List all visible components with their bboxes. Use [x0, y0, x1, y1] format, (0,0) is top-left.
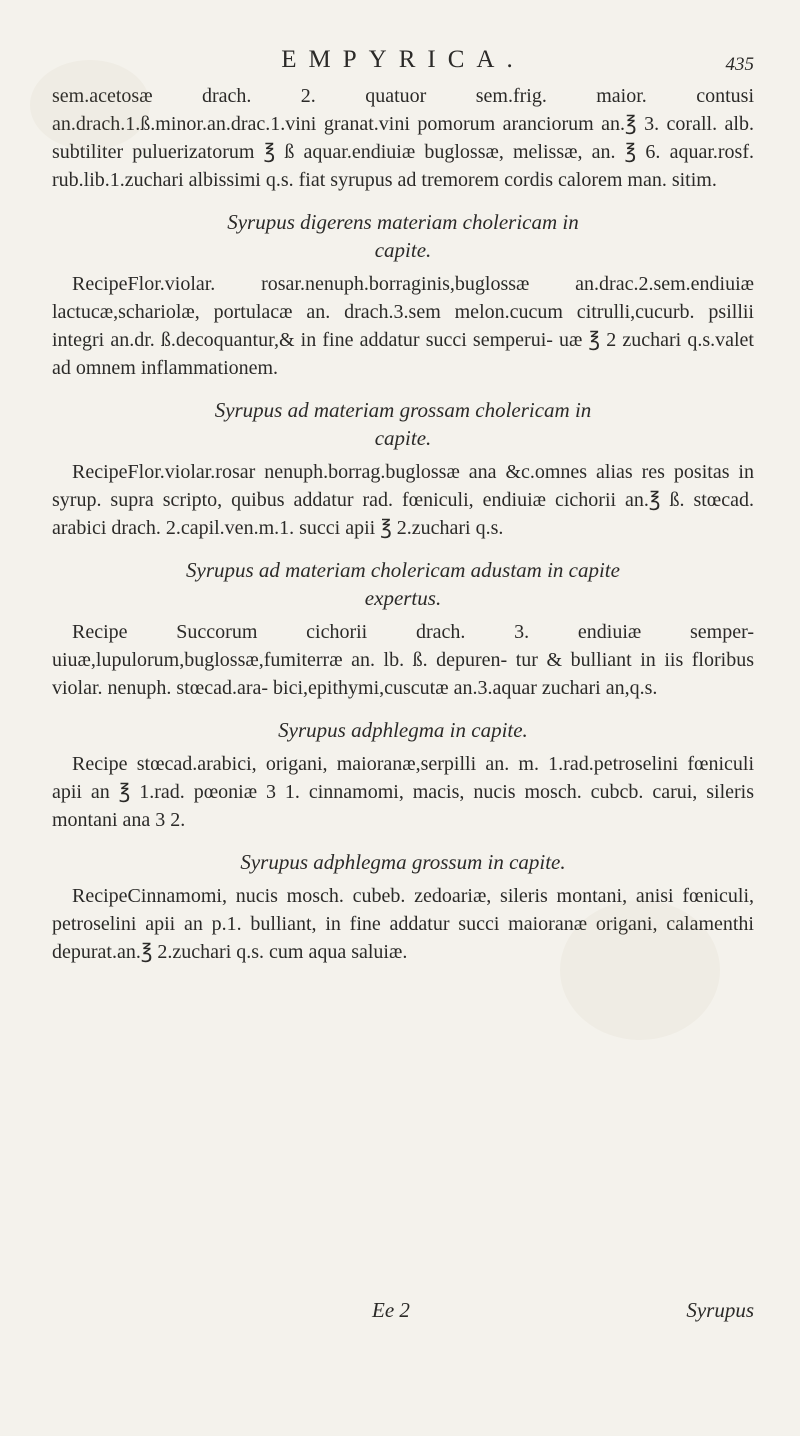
heading-line: Syrupus ad materiam grossam cholericam in: [214, 398, 592, 422]
page-body: [52, 82, 754, 966]
section-heading: [52, 208, 754, 264]
heading-line: Syrupus adphlegma in capite.: [278, 718, 528, 742]
heading-line: capite.: [374, 238, 432, 262]
heading-line: capite.: [374, 426, 432, 450]
section-heading: [52, 848, 754, 876]
running-title: EMPYRICA.: [281, 46, 525, 73]
page-footer: [52, 1298, 754, 1330]
recipe-paragraph: RecipeFlor.violar.rosar nenuph.borrag.buglossæ ana &c.omnes alias res positas in syrup. supra scripto, quibus addatur rad. fœniculi, endiuiæ cichorii an.℥ ß. stœcad. arabici drach. 2.capil.ven.m.1. succi apii ℥ 2.zuchari q.s.: [52, 461, 754, 539]
paper-stain: [560, 900, 720, 1040]
recipe-paragraph: Recipe Succorum cichorii drach. 3. endiuiæ semper- uiuæ,lupulorum,buglossæ,fumiterræ an. lb. ß. depuren- tur & bulliant in iis floribus violar. nenuph. stœcad.ara- bici,epithymi,cuscutæ an.3.aquar zuchari an,q.s.: [52, 621, 754, 699]
heading-line: Syrupus digerens materiam cholericam in: [227, 210, 579, 234]
running-head: [52, 40, 754, 75]
recipe-paragraph: sem.acetosæ drach. 2. quatuor sem.frig. maior. contusi an.drach.1.ß.minor.an.drac.1.vini granat.vini pomorum aranciorum an.℥ 3. corall. alb. subtiliter puluerizatorum ℥ ß aquar.endiuiæ buglossæ, melissæ, an. ℥ 6. aquar.rosf. rub.lib.1.zuchari albissimi q.s. fiat syrupus ad tremorem cordis calorem man. sitim.: [52, 85, 754, 191]
recipe-paragraph: Recipe stœcad.arabici, origani, maioranæ,serpilli an. m. 1.rad.petroselini fœniculi apii an ℥ 1.rad. pœoniæ 3 1. cinnamomi, macis, nucis mosch. cubcb. carui, sileris montani ana 3 2.: [52, 753, 754, 831]
heading-line: Syrupus adphlegma grossum in capite.: [240, 850, 566, 874]
section-heading: [52, 396, 754, 452]
section-heading: [52, 556, 754, 612]
recipe-paragraph: RecipeCinnamomi, nucis mosch. cubeb. zedoariæ, sileris montani, anisi fœniculi, petroselini apii an p.1. bulliant, in fine addatur succi maioranæ origani, calamenthi depurat.an.℥ 2.zuchari q.s. cum aqua saluiæ.: [52, 885, 754, 963]
heading-line: Syrupus ad materiam cholericam adustam in capite: [186, 558, 620, 582]
section-heading: [52, 716, 754, 744]
catchword: Syrupus: [686, 1298, 754, 1322]
recipe-paragraph: RecipeFlor.violar. rosar.nenuph.borraginis,buglossæ an.drac.2.sem.endiuiæ lactucæ,schariolæ, portulacæ an. drach.3.sem melon.cucum citrulli,cucurb. psillii integri an.dr. ß.decoquantur,& in fine addatur succi semperui- uæ ℥ 2 zuchari q.s.valet ad omnem inflammationem.: [52, 273, 754, 379]
signature-mark: Ee 2: [372, 1298, 410, 1322]
heading-line: expertus.: [364, 586, 442, 610]
page-number: 435: [725, 54, 754, 75]
